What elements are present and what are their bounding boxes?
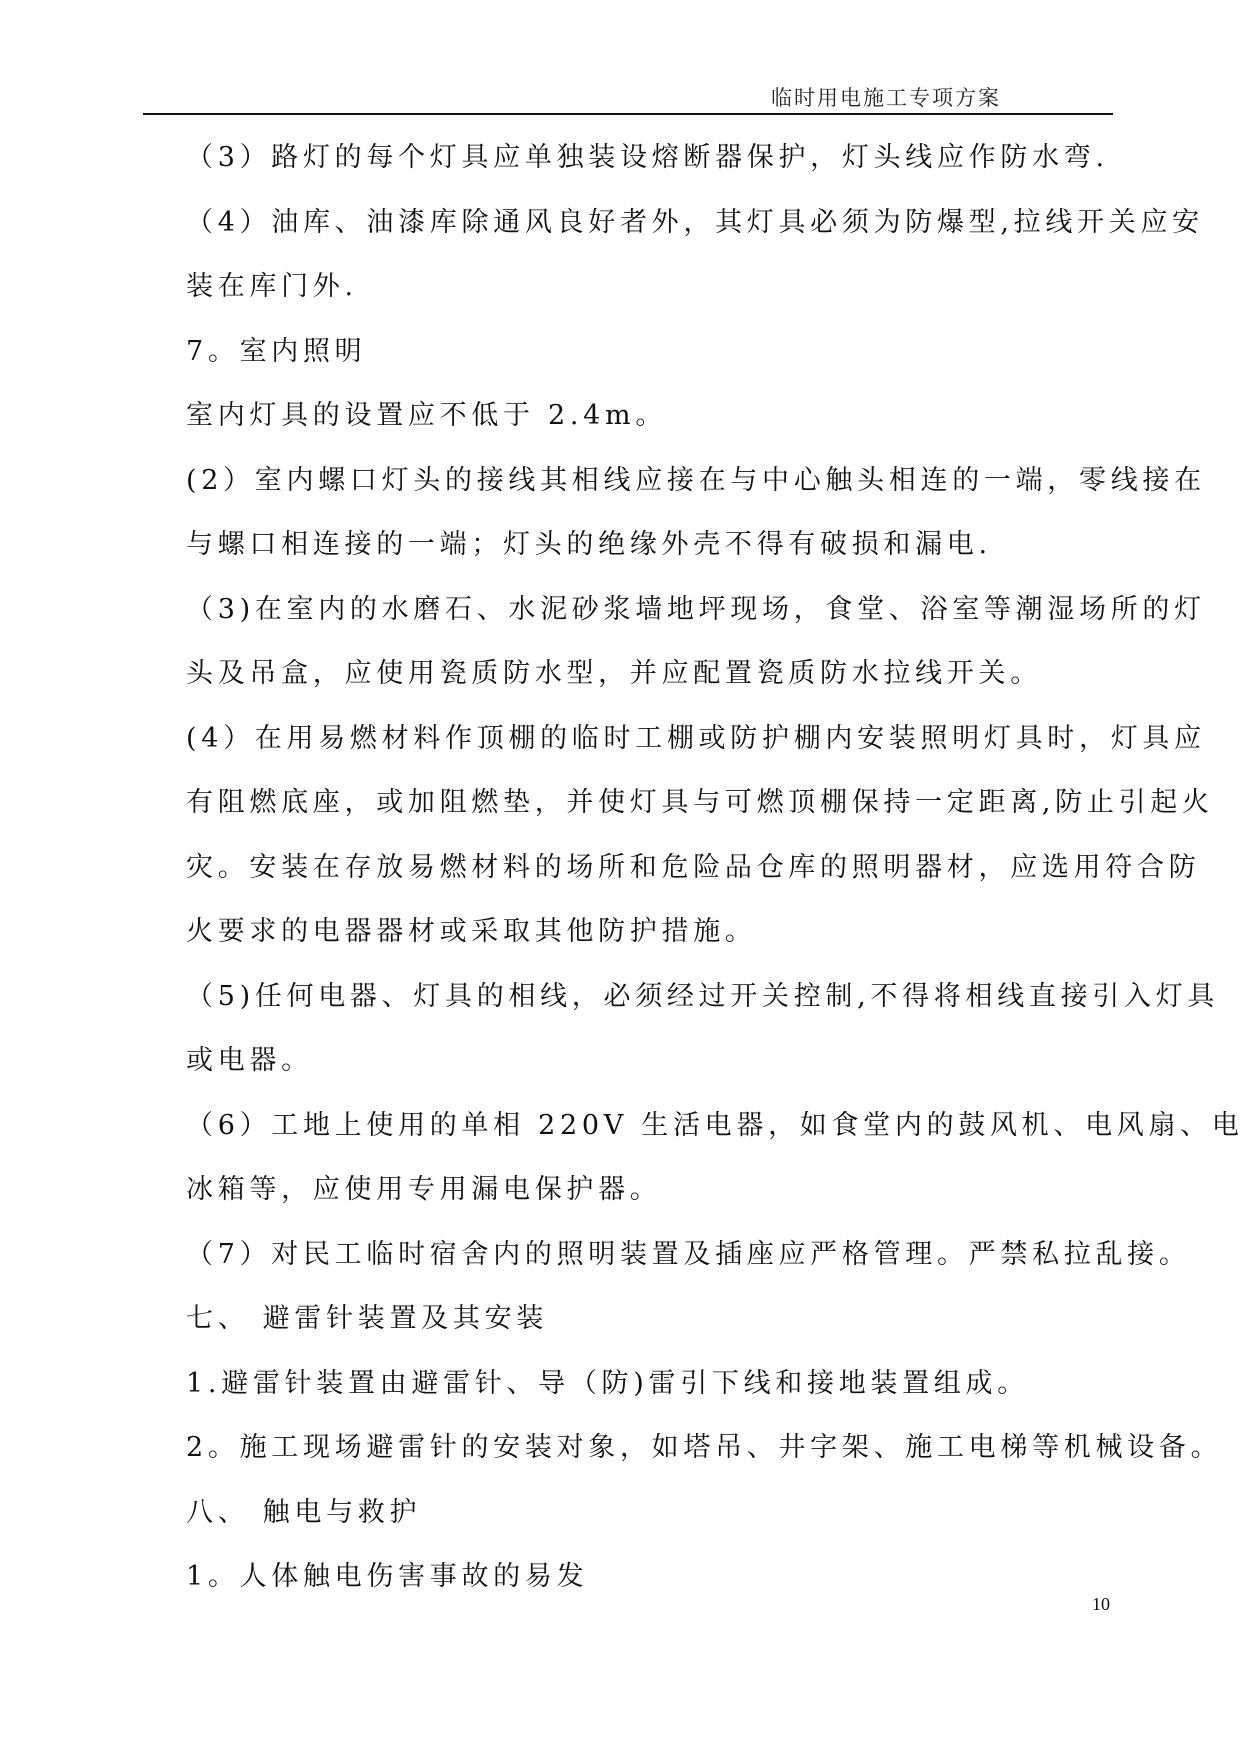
text-line: （3)在室内的水磨石、水泥砂浆墙地坪现场，食堂、浴室等潮湿场所的灯: [186, 593, 1206, 625]
text-line: (4）在用易燃材料作顶棚的临时工棚或防护棚内安装照明灯具时，灯具应: [186, 722, 1206, 754]
text-line: (2）室内螺口灯头的接线其相线应接在与中心触头相连的一端，零线接在: [186, 464, 1206, 496]
text-line: 1。人体触电伤害事故的易发: [186, 1561, 589, 1592]
text-line: 灾。安装在存放易燃材料的场所和危险品仓库的照明器材，应选用符合防: [186, 851, 1201, 883]
text-line: 头及吊盒，应使用瓷质防水型，并应配置瓷质防水拉线开关。: [186, 658, 1042, 689]
section-heading: 7。室内照明: [186, 335, 367, 367]
page-number: 10: [1092, 1594, 1110, 1614]
text-line: 冰箱等，应使用专用漏电保护器。: [186, 1174, 662, 1205]
text-line: 或电器。: [186, 1045, 313, 1076]
text-line: 与螺口相连接的一端；灯头的绝缘外壳不得有破损和漏电.: [186, 529, 992, 560]
document-body: [186, 126, 1244, 1610]
text-line: （7）对民工临时宿舍内的照明装置及插座应严格管理。严禁私拉乱接。: [186, 1238, 1191, 1270]
header-divider: [143, 113, 1113, 115]
text-line: 1.避雷针装置由避雷针、导（防)雷引下线和接地装置组成。: [186, 1367, 1029, 1399]
text-line: 有阻燃底座，或加阻燃垫，并使灯具与可燃顶棚保持一定距离,防止引起火: [186, 787, 1214, 818]
text-line: （4）油库、油漆库除通风良好者外，其灯具必须为防爆型,拉线开关应安: [186, 206, 1204, 238]
text-line: 火要求的电器器材或采取其他防护措施。: [186, 916, 757, 947]
text-line: 室内灯具的设置应不低于 2.4m。: [186, 400, 668, 431]
text-line: 装在库门外.: [186, 271, 358, 302]
text-line: 2。施工现场避雷针的安装对象，如塔吊、井字架、施工电梯等机械设备。: [186, 1432, 1223, 1463]
page-header-title: 临时用电施工专项方案: [771, 86, 1001, 110]
section-heading: 七、 避雷针装置及其安装: [186, 1303, 548, 1334]
text-line: （5)任何电器、灯具的相线，必须经过开关控制,不得将相线直接引入灯具: [186, 980, 1220, 1012]
text-line: （3）路灯的每个灯具应单独装设熔断器保护，灯头线应作防水弯.: [186, 142, 1109, 173]
text-line: （6）工地上使用的单相 220V 生活电器，如食堂内的鼓风机、电风扇、电: [186, 1109, 1244, 1141]
section-heading: 八、 触电与救护: [186, 1496, 422, 1528]
